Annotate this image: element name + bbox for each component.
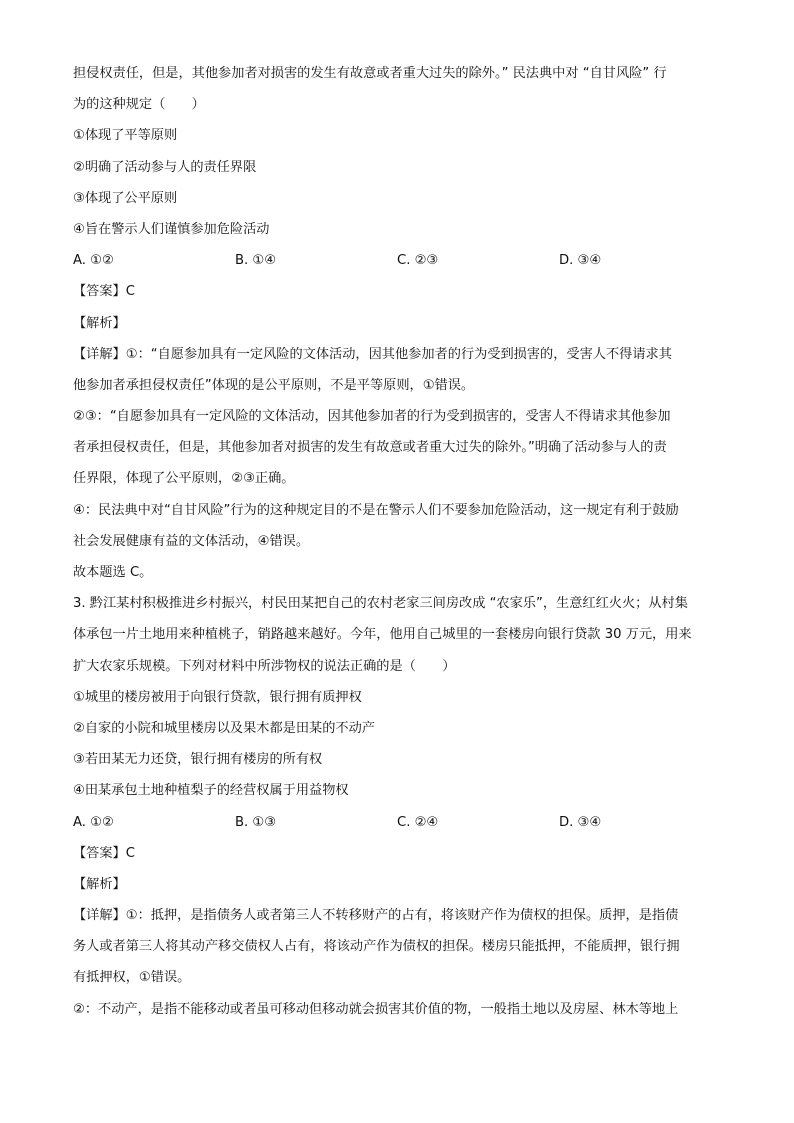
q2-detail-line: 社会发展健康有益的文体活动，④错误。 [73,533,310,549]
q3-analysis-label: 【解析】 [73,876,126,892]
document-page [73,63,723,1030]
q2-detail-line: ②③：“自愿参加具有一定风险的文体活动，因其他参加者的行为受到损害的，受害人不得请求其他参加 [73,409,671,425]
q3-stem-line: 体承包一片土地用来种植桃子，销路越来越好。今年，他用自己城里的一套楼房向银行贷款 30 万元，用来 [73,627,692,643]
q3-answer: 【答案】C [73,845,135,861]
q2-analysis-label: 【解析】 [73,315,126,331]
q3-stem-line: 扩大农家乐规模。下列对材料中所涉物权的说法正确的是（ ） [73,658,456,674]
q2-option-b: B. ①④ [235,253,277,269]
q3-option-a: A. ①② [73,814,114,830]
q3-detail-line: 【详解】①：抵押，是指债务人或者第三人不转移财产的占有，将该财产作为债权的担保。质押，是指债 [73,908,679,924]
q3-statement: ③若田某无力还贷，银行拥有楼房的所有权 [73,752,323,768]
q3-option-d: D. ③④ [559,814,602,830]
q2-statement: ③体现了公平原则 [73,190,178,206]
q2-statement: ②明确了活动参与人的责任界限 [73,159,257,175]
q2-stem-line: 为的这种规定（ ） [73,97,205,113]
q3-detail-line: 有抵押权，①错误。 [73,970,191,986]
q3-option-c: C. ②④ [397,814,439,830]
q3-option-b: B. ①③ [235,814,277,830]
q2-detail-line: 故本题选 C。 [73,565,153,580]
q2-option-c: C. ②③ [397,253,439,269]
q2-statement: ④旨在警示人们谨慎参加危险活动 [73,221,270,237]
q2-detail-line: 他参加者承担侵权责任”体现的是公平原则，不是平等原则，①错误。 [73,377,475,393]
q2-stem-line: 担侵权责任，但是，其他参加者对损害的发生有故意或者重大过失的除外。” 民法典中对 “自甘风险” 行 [73,66,667,81]
q3-detail-line: ②：不动产，是指不能移动或者虽可移动但移动就会损害其价值的物，一般指土地以及房屋、林木等地上 [73,1001,679,1017]
q3-statement: ②自家的小院和城里楼房以及果木都是田某的不动产 [73,720,375,736]
q2-detail-line: 任界限，体现了公平原则，②③正确。 [73,471,295,487]
q2-detail-line: 【详解】①：“自愿参加具有一定风险的文体活动，因其他参加者的行为受到损害的，受害人不得请求其 [73,346,672,362]
q2-option-a: A. ①② [73,253,114,269]
q3-options [73,812,723,843]
q2-option-d: D. ③④ [559,253,602,269]
q3-statement: ④田某承包土地种植梨子的经营权属于用益物权 [73,783,349,799]
q2-options [73,250,723,281]
q3-detail-line: 务人或者第三人将其动产移交债权人占有，将该动产作为债权的担保。楼房只能抵押，不能质押，银行拥 [73,939,680,955]
q3-statement: ①城里的楼房被用于向银行贷款，银行拥有质押权 [73,689,362,705]
q2-detail-line: ④：民法典中对“自甘风险”行为的这种规定目的不是在警示人们不要参加危险活动，这一规定有利于鼓励 [73,502,679,518]
q2-detail-line: 者承担侵权责任，但是，其他参加者对损害的发生有故意或者重大过失的除外。”明确了活动参与人的责 [73,440,667,456]
q2-statement: ①体现了平等原则 [73,128,178,144]
q2-answer: 【答案】C [73,284,135,300]
q3-stem-line: 3. 黔江某村积极推进乡村振兴，村民田某把自己的农村老家三间房改成 “农家乐”，生意红红火火；从村集 [73,596,688,612]
